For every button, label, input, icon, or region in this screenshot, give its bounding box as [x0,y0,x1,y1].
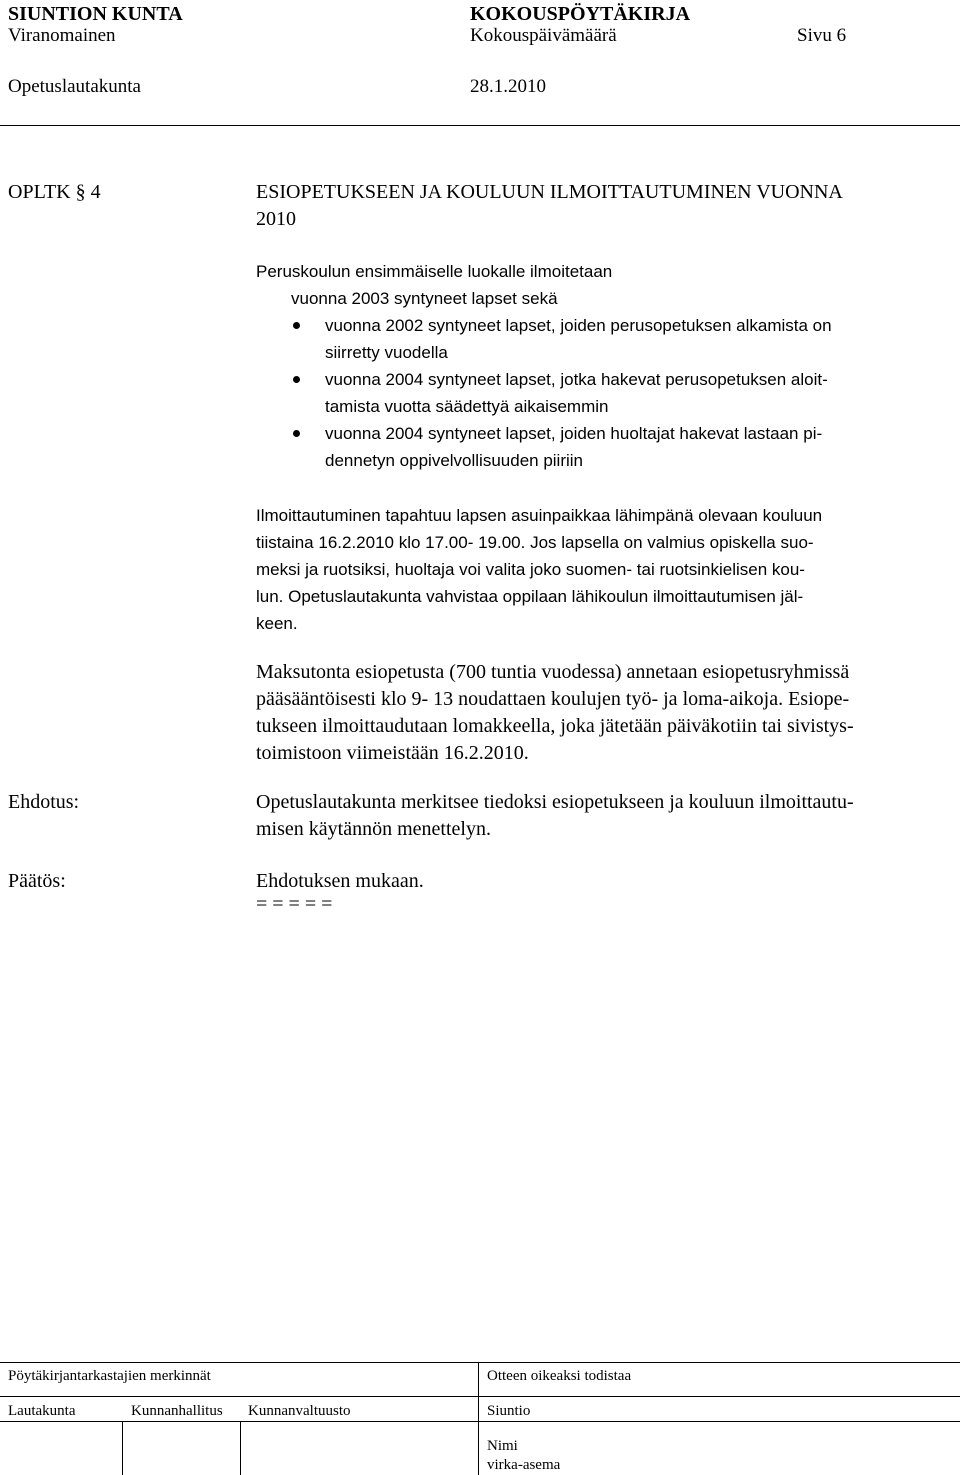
list-item-line: vuonna 2004 syntyneet lapset, jotka hakevat perusopetuksen aloit- [325,370,828,389]
section-code: OPLTK § 4 [8,181,101,203]
paragraph-line: tiistaina 16.2.2010 klo 17.00- 19.00. Jos lapsella on valmius opiskella suo- [256,533,814,552]
paragraph-line: toimistoon viimeistään 16.2.2010. [256,742,529,764]
eligibility-list [256,312,946,474]
end-mark: = = = = = [256,893,333,915]
paragraph-line: Maksutonta esiopetusta (700 tuntia vuodessa) annetaan esiopetusryhmissä [256,661,850,683]
decision-line: Ehdotuksen mukaan. [256,870,424,892]
list-item [256,366,946,420]
name-label: Nimi [487,1438,518,1454]
bullet-icon [293,322,300,329]
decision-label: Päätös: [8,870,66,892]
meeting-date: 28.1.2010 [470,76,546,97]
page-number: Sivu 6 [797,25,847,46]
recipient-council: Kunnanvaltuusto [248,1403,351,1419]
paragraph-line: misen käytännön menettelyn. [256,818,491,840]
footer-signature-rule [0,1421,960,1422]
recipient-council-board: Kunnanhallitus [131,1403,223,1419]
section-title-line: ESIOPETUKSEEN JA KOULUUN ILMOITTAUTUMINEN VUONNA [256,181,843,203]
paragraph-line: tukseen ilmoittaudutaan lomakkeella, joka jätetään päiväkotiin tai sivistys- [256,715,854,737]
paragraph-line: pääsääntöisesti klo 9- 13 noudattaen koulujen työ- ja loma-aikoja. Esiope- [256,688,850,710]
list-item [256,312,946,366]
footer-mid-rule [0,1396,960,1397]
meeting-date-label: Kokouspäivämäärä [470,25,617,46]
decision-text [256,868,946,913]
title-label: virka-asema [487,1457,561,1473]
header-divider [0,125,960,126]
intro-paragraph [256,258,946,312]
section-title [256,179,946,233]
footer-column-divider [478,1362,479,1475]
list-item-line: dennetyn oppivelvollisuuden piiriin [325,451,584,470]
footer-top-rule [0,1362,960,1363]
list-item-line: vuonna 2002 syntyneet lapset, joiden perusopetuksen alkamista on [325,316,832,335]
place-label: Siuntio [487,1403,531,1419]
signature-divider [122,1421,123,1475]
list-item-line: tamista vuotta säädettyä aikaisemmin [325,397,609,416]
municipality-name: SIUNTION KUNTA [8,3,183,25]
paragraph-line: Opetuslautakunta merkitsee tiedoksi esiopetukseen ja kouluun ilmoittautu- [256,791,854,813]
preschool-paragraph [256,659,946,767]
checkers-label: Pöytäkirjantarkastajien merkinnät [8,1368,211,1384]
list-item [256,420,946,474]
certified-label: Otteen oikeaksi todistaa [487,1368,632,1384]
proposal-text [256,789,946,843]
bullet-icon [293,430,300,437]
paragraph-line: meksi ja ruotsiksi, huoltaja voi valita joko suomen- tai ruotsinkielisen kou- [256,560,805,579]
authority-name: Opetuslautakunta [8,76,141,97]
bullet-icon [293,376,300,383]
document-type: KOKOUSPÖYTÄKIRJA [470,3,691,25]
registration-paragraph [256,502,946,637]
section-title-line: 2010 [256,208,296,230]
paragraph-line: Ilmoittautuminen tapahtuu lapsen asuinpaikkaa lähimpänä olevaan kouluun [256,506,823,525]
authority-label: Viranomainen [8,25,116,46]
intro-line: Peruskoulun ensimmäiselle luokalle ilmoitetaan [256,262,613,281]
proposal-label: Ehdotus: [8,791,80,813]
paragraph-line: keen. [256,614,298,633]
recipient-board: Lautakunta [8,1403,76,1419]
list-item-line: vuonna 2004 syntyneet lapset, joiden huoltajat hakevat lastaan pi- [325,424,823,443]
paragraph-line: lun. Opetuslautakunta vahvistaa oppilaan lähikoulun ilmoittautumisen jäl- [256,587,804,606]
list-item-line: siirretty vuodella [325,343,448,362]
signature-divider [240,1421,241,1475]
intro-line: vuonna 2003 syntyneet lapset sekä [291,289,558,308]
